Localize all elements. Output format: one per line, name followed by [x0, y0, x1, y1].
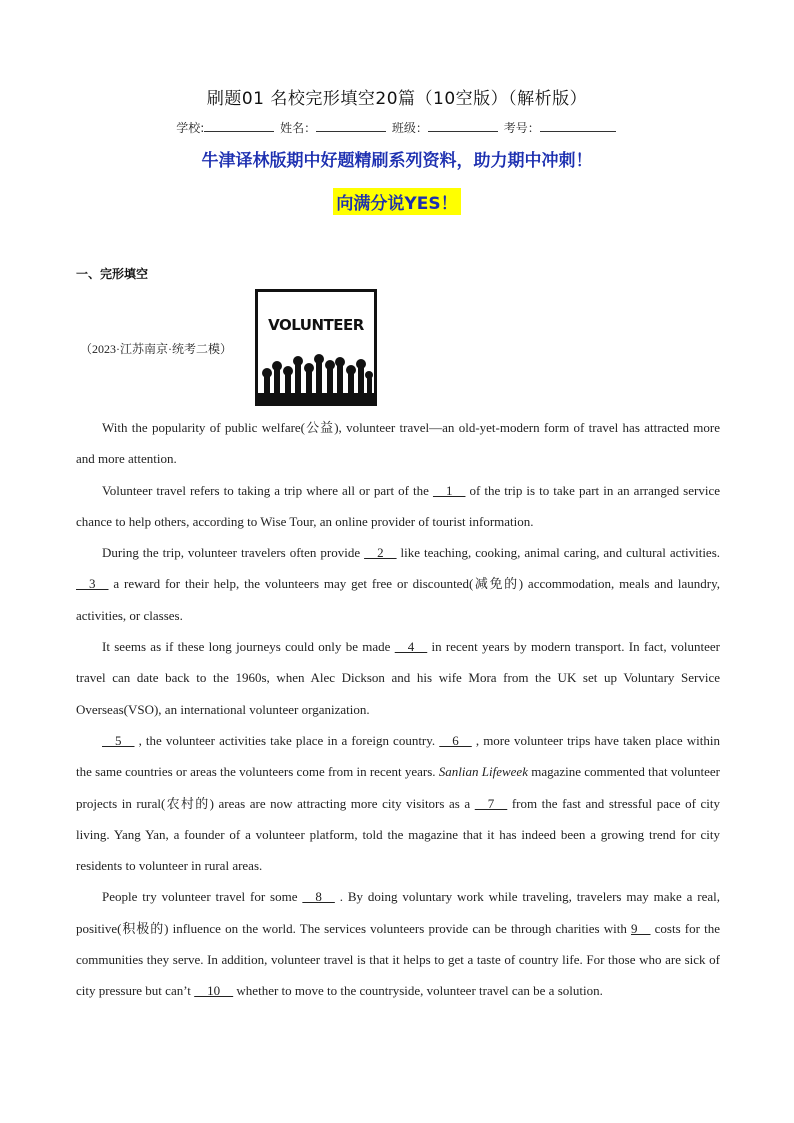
- exam-number-blank[interactable]: [540, 119, 616, 132]
- text-run: It seems as if these long journeys could only be made: [102, 639, 395, 655]
- text-run: in recent years by modern transport. In fact, volunteer travel can date back to the 1960s, when Alec Dickson and his wife Mora from the UK set up Voluntary Service Overseas(VSO), an international volunteer organization.: [76, 639, 720, 717]
- text-run: whether to move to the countryside, volunteer travel can be a solution.: [233, 983, 603, 999]
- passage-source: （2023·江苏南京·统考二模）: [80, 342, 232, 356]
- class-label: 班级：: [391, 121, 428, 135]
- text-run: of the trip is to take part in an arranged service chance to help others, according to Wise Tour, an online provider of tourist information.: [76, 482, 720, 529]
- text-run: , the volunteer activities take place in a foreign country.: [134, 732, 440, 748]
- magazine-title: Sanlian Lifeweek: [438, 764, 528, 780]
- text-run: from the fast and stressful pace of city living. Yang Yan, a founder of a volunteer platform, told the magazine that it has indeed been a growing trend for city residents to volunteer in rural areas.: [76, 795, 721, 874]
- paragraph-1: With the popularity of public welfare(公益), volunteer travel—an old-yet-modern form of travel has attracted more and more attention.: [76, 420, 720, 467]
- blank-5[interactable]: 5: [102, 732, 135, 748]
- blank-10[interactable]: 10: [194, 983, 234, 999]
- text-run: costs for the communities they serve. In addition, volunteer travel is that it helps to get a taste of country life. For those who are sick of city pressure but can’t: [76, 920, 720, 999]
- paragraph-4: [76, 631, 720, 725]
- name-label: 姓名：: [280, 121, 317, 135]
- raised-hands-icon: [258, 353, 374, 403]
- volunteer-logo-image: [255, 289, 377, 406]
- class-blank[interactable]: [428, 119, 498, 132]
- text-run: magazine commented that volunteer projects in rural(农村的) areas are now attracting more city visitors as a: [76, 764, 721, 811]
- text-run: During the trip, volunteer travelers often provide: [102, 545, 365, 561]
- blank-8[interactable]: 8: [302, 889, 335, 905]
- blank-7[interactable]: 7: [474, 795, 508, 811]
- student-info-line: [0, 119, 794, 136]
- text-run: a reward for their help, the volunteers may get free or discounted(减免的) accommodation, meals and laundry, activities, or classes.: [76, 576, 720, 623]
- name-blank[interactable]: [316, 119, 386, 132]
- blank-4[interactable]: 4: [394, 639, 428, 655]
- slogan-wrap: [0, 188, 794, 215]
- paragraph-6: [76, 881, 720, 1006]
- section-heading: 一、完形填空: [76, 267, 149, 281]
- logo-text: VOLUNTEER: [268, 316, 364, 334]
- text-run: Volunteer travel refers to taking a trip where all or part of the: [102, 482, 433, 498]
- blank-9[interactable]: 9: [630, 920, 651, 936]
- promo-banner: 牛津译林版期中好题精刷系列资料，助力期中冲刺！: [201, 151, 593, 171]
- blank-3[interactable]: 3: [76, 576, 109, 592]
- blank-1[interactable]: 1: [432, 482, 466, 498]
- slogan-highlight: 向满分说YES！: [333, 188, 460, 215]
- exam-number-label: 考号：: [503, 121, 540, 135]
- cloze-passage: [76, 412, 720, 1007]
- paragraph-3: [76, 537, 720, 631]
- blank-2[interactable]: 2: [364, 545, 397, 561]
- text-run: like teaching, cooking, animal caring, and cultural activities.: [396, 545, 721, 561]
- paragraph-2: [76, 475, 720, 538]
- school-blank[interactable]: [204, 119, 274, 132]
- text-run: . By doing voluntary work while traveling, travelers may make a real, positive(积极的) influence on the world. The services volunteers provide can be through charities with: [76, 889, 720, 936]
- paragraph-5: [76, 725, 720, 881]
- text-run: , more volunteer trips have taken place within the same countries or areas the volunteers come from in recent years.: [76, 732, 720, 780]
- blank-6[interactable]: 6: [439, 732, 472, 748]
- page-title: 刷题01 名校完形填空20篇（10空版）（解析版）: [206, 89, 588, 109]
- school-label: 学校:: [176, 121, 205, 135]
- text-run: People try volunteer travel for some: [102, 889, 303, 905]
